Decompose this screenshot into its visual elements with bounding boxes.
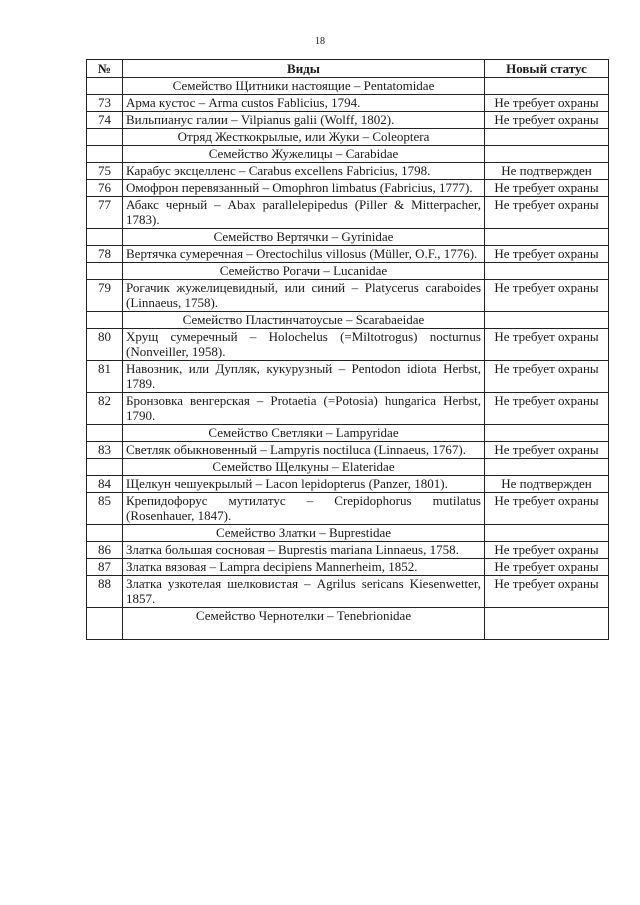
species-row (87, 180, 609, 197)
family-number-cell (87, 229, 123, 246)
family-status-cell (485, 229, 609, 246)
species-number: 85 (87, 493, 123, 525)
species-number: 73 (87, 95, 123, 112)
species-status-table (86, 59, 609, 640)
species-row (87, 542, 609, 559)
family-status-cell (485, 312, 609, 329)
family-number-cell (87, 608, 123, 640)
species-number: 86 (87, 542, 123, 559)
species-status: Не требует охраны (485, 197, 609, 229)
header-species: Виды (123, 60, 485, 78)
table-header (87, 60, 609, 78)
species-row (87, 576, 609, 608)
species-status: Не требует охраны (485, 393, 609, 425)
species-name: Навозник, или Дупляк, кукурузный – Pentodon idiota Herbst, 1789. (123, 361, 485, 393)
family-row (87, 459, 609, 476)
species-number: 80 (87, 329, 123, 361)
species-row (87, 559, 609, 576)
species-row (87, 95, 609, 112)
header-status: Новый статус (485, 60, 609, 78)
family-number-cell (87, 312, 123, 329)
family-title: Семейство Златки – Buprestidae (123, 525, 485, 542)
species-row (87, 280, 609, 312)
species-name: Арма кустос – Arma custos Fablicius, 1794. (123, 95, 485, 112)
family-status-cell (485, 146, 609, 163)
species-name: Бронзовка венгерская – Protaetia (=Potosia) hungarica Herbst, 1790. (123, 393, 485, 425)
species-name: Вертячка сумеречная – Orectochilus villosus (Müller, O.F., 1776). (123, 246, 485, 263)
species-number: 88 (87, 576, 123, 608)
species-row (87, 246, 609, 263)
species-name: Крепидофорус мутилатус – Crepidophorus mutilatus (Rosenhauer, 1847). (123, 493, 485, 525)
species-name: Рогачик жужелицевидный, или синий – Platycerus caraboides (Linnaeus, 1758). (123, 280, 485, 312)
species-status: Не требует охраны (485, 329, 609, 361)
species-name: Златка большая сосновая – Buprestis mariana Linnaeus, 1758. (123, 542, 485, 559)
family-status-cell (485, 525, 609, 542)
species-row (87, 329, 609, 361)
family-row (87, 229, 609, 246)
family-row (87, 525, 609, 542)
species-number: 84 (87, 476, 123, 493)
species-row (87, 361, 609, 393)
species-row (87, 442, 609, 459)
family-status-cell (485, 78, 609, 95)
species-number: 76 (87, 180, 123, 197)
family-status-cell (485, 459, 609, 476)
family-status-cell (485, 129, 609, 146)
species-name: Омофрон перевязанный – Omophron limbatus (Fabricius, 1777). (123, 180, 485, 197)
species-number: 74 (87, 112, 123, 129)
table-body (87, 78, 609, 640)
family-number-cell (87, 459, 123, 476)
species-name: Златка вязовая – Lampra decipiens Mannerheim, 1852. (123, 559, 485, 576)
species-status: Не требует охраны (485, 95, 609, 112)
species-row (87, 393, 609, 425)
family-row (87, 425, 609, 442)
family-number-cell (87, 146, 123, 163)
family-title: Семейство Рогачи – Lucanidae (123, 263, 485, 280)
family-title: Семейство Вертячки – Gyrinidae (123, 229, 485, 246)
header-number: № (87, 60, 123, 78)
family-number-cell (87, 129, 123, 146)
species-status: Не подтвержден (485, 163, 609, 180)
family-title: Семейство Щелкуны – Elateridae (123, 459, 485, 476)
species-number: 77 (87, 197, 123, 229)
family-status-cell (485, 263, 609, 280)
species-status: Не требует охраны (485, 112, 609, 129)
species-status: Не требует охраны (485, 559, 609, 576)
family-title: Семейство Жужелицы – Carabidae (123, 146, 485, 163)
family-number-cell (87, 78, 123, 95)
family-status-cell (485, 608, 609, 640)
species-status: Не требует охраны (485, 180, 609, 197)
family-row (87, 129, 609, 146)
species-number: 83 (87, 442, 123, 459)
species-number: 87 (87, 559, 123, 576)
species-number: 81 (87, 361, 123, 393)
species-name: Карабус эксцелленс – Carabus excellens Fabricius, 1798. (123, 163, 485, 180)
family-title: Отряд Жесткокрылые, или Жуки – Coleoptera (123, 129, 485, 146)
family-number-cell (87, 263, 123, 280)
species-number: 79 (87, 280, 123, 312)
family-row (87, 608, 609, 640)
family-row (87, 78, 609, 95)
species-row (87, 493, 609, 525)
species-status: Не требует охраны (485, 493, 609, 525)
family-title: Семейство Чернотелки – Tenebrionidae (123, 608, 485, 640)
species-status: Не требует охраны (485, 361, 609, 393)
family-number-cell (87, 525, 123, 542)
family-title: Семейство Пластинчатоусые – Scarabaeidae (123, 312, 485, 329)
species-row (87, 163, 609, 180)
family-row (87, 312, 609, 329)
family-title: Семейство Щитники настоящие – Pentatomidae (123, 78, 485, 95)
species-name: Вильпианус галии – Vilpianus galii (Wolff, 1802). (123, 112, 485, 129)
species-status: Не требует охраны (485, 246, 609, 263)
species-number: 82 (87, 393, 123, 425)
species-number: 75 (87, 163, 123, 180)
family-status-cell (485, 425, 609, 442)
family-row (87, 146, 609, 163)
species-name: Светляк обыкновенный – Lampyris noctiluca (Linnaeus, 1767). (123, 442, 485, 459)
species-row (87, 197, 609, 229)
species-name: Абакс черный – Abax parallelepipedus (Piller & Mitterpacher, 1783). (123, 197, 485, 229)
family-number-cell (87, 425, 123, 442)
species-name: Златка узкотелая шелковистая – Agrilus sericans Kiesenwetter, 1857. (123, 576, 485, 608)
species-status: Не требует охраны (485, 542, 609, 559)
species-status: Не требует охраны (485, 280, 609, 312)
species-status: Не требует охраны (485, 576, 609, 608)
species-name: Щелкун чешуекрылый – Lacon lepidopterus (Panzer, 1801). (123, 476, 485, 493)
species-number: 78 (87, 246, 123, 263)
species-row (87, 476, 609, 493)
species-status: Не требует охраны (485, 442, 609, 459)
header-row (87, 60, 609, 78)
species-row (87, 112, 609, 129)
species-status: Не подтвержден (485, 476, 609, 493)
species-name: Хрущ сумеречный – Holochelus (=Miltotrogus) nocturnus (Nonveiller, 1958). (123, 329, 485, 361)
page-number: 18 (315, 36, 325, 47)
family-row (87, 263, 609, 280)
family-title: Семейство Светляки – Lampyridae (123, 425, 485, 442)
